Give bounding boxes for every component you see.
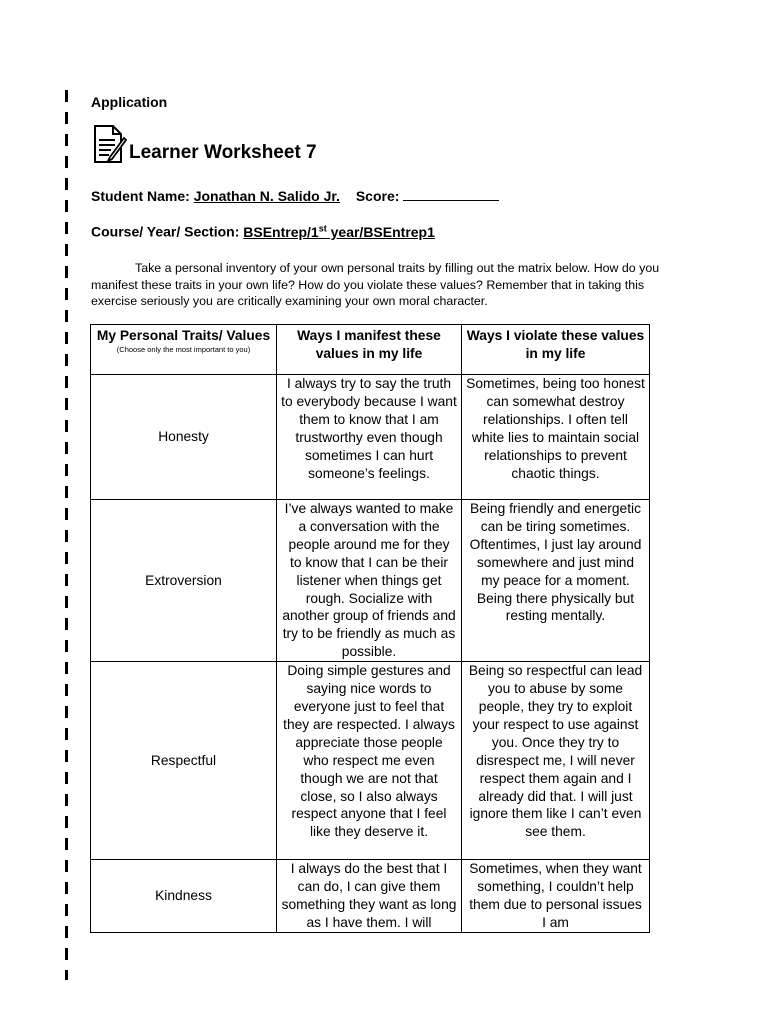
violate-cell: Sometimes, when they want something, I couldn’t help them due to personal issues I am: [462, 860, 650, 933]
violate-cell: Being friendly and energetic can be tiring sometimes. Oftentimes, I just lay around somewhere and just mind my peace for a moment. Being there physically but resting mentally.: [462, 500, 650, 662]
traits-header: My Personal Traits/ Values (Choose only the most important to you): [91, 325, 277, 375]
manifest-cell: I always try to say the truth to everybody because I want them to know that I am trustworthy even though sometimes I can hurt someone’s feelings.: [277, 375, 462, 500]
student-name-value: Jonathan N. Salido Jr.: [193, 188, 340, 204]
violate-header: Ways I violate these values in my life: [462, 325, 650, 375]
table-row: [91, 860, 650, 933]
trait-cell: Respectful: [91, 662, 277, 860]
dashed-margin-line: [65, 90, 68, 980]
student-name-label: Student Name:: [91, 188, 190, 204]
worksheet-icon: [91, 124, 127, 164]
course-value: BSEntrep/1st year/BSEntrep1: [243, 223, 435, 240]
course-label: Course/ Year/ Section:: [91, 223, 240, 240]
trait-cell: Kindness: [91, 860, 277, 933]
instructions-paragraph: Take a personal inventory of your own personal traits by filling out the matrix below. How do you manifest these traits in your own life? How do you violate these values? Remember that in taking this exercise seriously you are critically examining your own moral character.: [91, 261, 660, 308]
violate-cell: Sometimes, being too honest can somewhat destroy relationships. I often tell white lies to maintain social relationships to prevent chaotic things.: [462, 375, 650, 500]
student-info-line: [91, 188, 499, 204]
table-row: [91, 375, 650, 500]
course-info-line: [91, 223, 435, 240]
manifest-header: Ways I manifest these values in my life: [277, 325, 462, 375]
score-blank: [403, 190, 499, 201]
traits-header-note: (Choose only the most important to you): [116, 344, 251, 354]
violate-cell: Being so respectful can lead you to abuse by some people, they try to exploit your respect to use against you. Once they try to disrespect me, I will never respect them again and I already did that. I will just ignore them like I can’t even see them.: [462, 662, 650, 860]
worksheet-title: Learner Worksheet 7: [129, 142, 317, 163]
manifest-cell: I’ve always wanted to make a conversation with the people around me for they to know that I can be their listener when things get rough. Socialize with another group of friends and try to be friendly as much as possible.: [277, 500, 462, 662]
trait-cell: Extroversion: [91, 500, 277, 662]
worksheet-heading: [91, 124, 317, 164]
traits-matrix: [90, 324, 650, 933]
trait-cell: Honesty: [91, 375, 277, 500]
table-row: [91, 662, 650, 860]
score-label: Score:: [355, 188, 400, 204]
section-label: Application: [91, 94, 168, 110]
table-row: [91, 500, 650, 662]
header-row: [91, 325, 650, 375]
manifest-cell: Doing simple gestures and saying nice words to everyone just to feel that they are respected. I always appreciate those people who respect me even though we are not that close, so I also always respect anyone that I feel like they deserve it.: [277, 662, 462, 860]
manifest-cell: I always do the best that I can do, I can give them something they want as long as I have them. I will: [277, 860, 462, 933]
